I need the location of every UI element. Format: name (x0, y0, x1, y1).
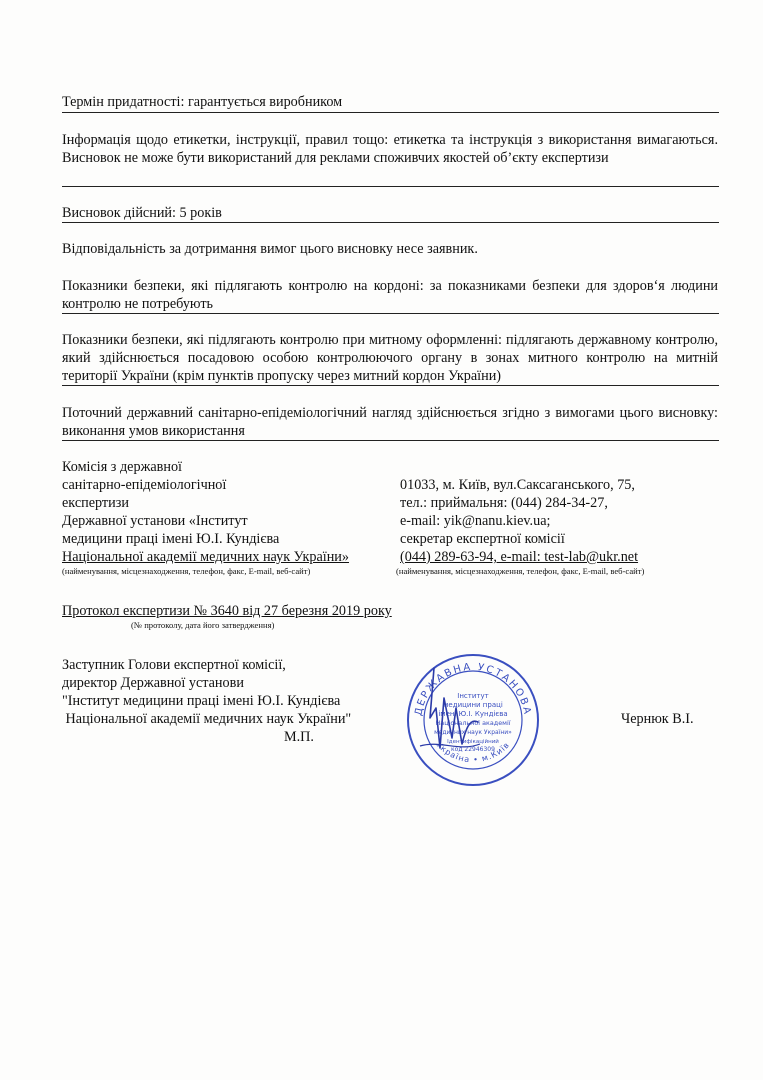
svg-text:ДЕРЖАВНА УСТАНОВА: ДЕРЖАВНА УСТАНОВА (413, 661, 533, 717)
svg-text:імені Ю.І. Кундієва: імені Ю.І. Кундієва (438, 710, 508, 718)
signatory-title: Заступник Голови експертної комісії, директор Державної установи "Інститут медицини праці імені Ю.І. Кундієва Національної академії медичних наук України" (62, 657, 352, 727)
signatory-name: Чернюк В.І. (621, 711, 694, 727)
divider (62, 313, 719, 314)
protocol-line: Протокол експертизи № 3640 від 27 березня 2019 року (62, 603, 392, 619)
border-control: Показники безпеки, які підлягають контролю на кордоні: за показниками безпеки для здоров‘я людини контролю не потребують (62, 278, 718, 312)
svg-text:код 22946309: код 22946309 (451, 746, 495, 753)
caption-left: (найменування, місцезнаходження, телефон, факс, E-mail, веб-сайт) (62, 566, 311, 576)
caption-right: (найменування, місцезнаходження, телефон, факс, E-mail, веб-сайт) (396, 566, 645, 576)
divider (62, 112, 719, 113)
commission-name: Комісія з державної санітарно-епідеміологічної експертизи Державної установи «Інститут медицини праці імені Ю.І. Кундієва Національної академії медичних наук України» (62, 459, 349, 565)
commission-contacts: 01033, м. Київ, вул.Саксаганського, 75, тел.: приймальня: (044) 284-34-27, e-mail: yik@nanu.kiev.ua; секретар експертної комісії (044) 289-63-94, e-mail: test-lab@ukr.net (400, 477, 639, 565)
signature-icon (400, 648, 520, 788)
supervision: Поточний державний санітарно-епідеміологічний нагляд здійснюється згідно з вимогами цього висновку: виконання умов використання (62, 405, 718, 439)
svg-text:Інститут: Інститут (457, 692, 489, 700)
svg-text:медицини праці: медицини праці (443, 701, 503, 709)
customs-control: Показники безпеки, які підлягають контролю при митному оформленні: підлягають державному контролю, який здійснюється посадовою особою контролюючого органу в зонах митного контролю на митній території України (крім пунктів пропуску через митний кордон України) (62, 332, 718, 384)
labeling-info: Інформація щодо етикетки, інструкції, правил тощо: етикетка та інструкція з використання вимагаються. Висновок не може бути використаний для реклами споживчих якостей об’єкту експертизи (62, 132, 718, 166)
divider (62, 385, 719, 386)
svg-text:Україна • м.Київ: Україна • м.Київ (434, 740, 512, 765)
shelf-life: Термін придатності: гарантується виробником (62, 94, 343, 110)
svg-text:медичних наук України»: медичних наук України» (434, 729, 512, 736)
protocol-caption: (№ протоколу, дата його затвердження) (131, 620, 275, 630)
divider (62, 222, 719, 223)
responsibility: Відповідальність за дотримання вимог цього висновку несе заявник. (62, 241, 478, 257)
mp-label: М.П. (284, 729, 314, 745)
divider (62, 186, 719, 187)
svg-text:Національної академії: Національної академії (435, 719, 511, 727)
svg-text:Ідентифікаційний: Ідентифікаційний (447, 739, 499, 745)
validity: Висновок дійсний: 5 років (62, 205, 222, 221)
divider (62, 440, 719, 441)
